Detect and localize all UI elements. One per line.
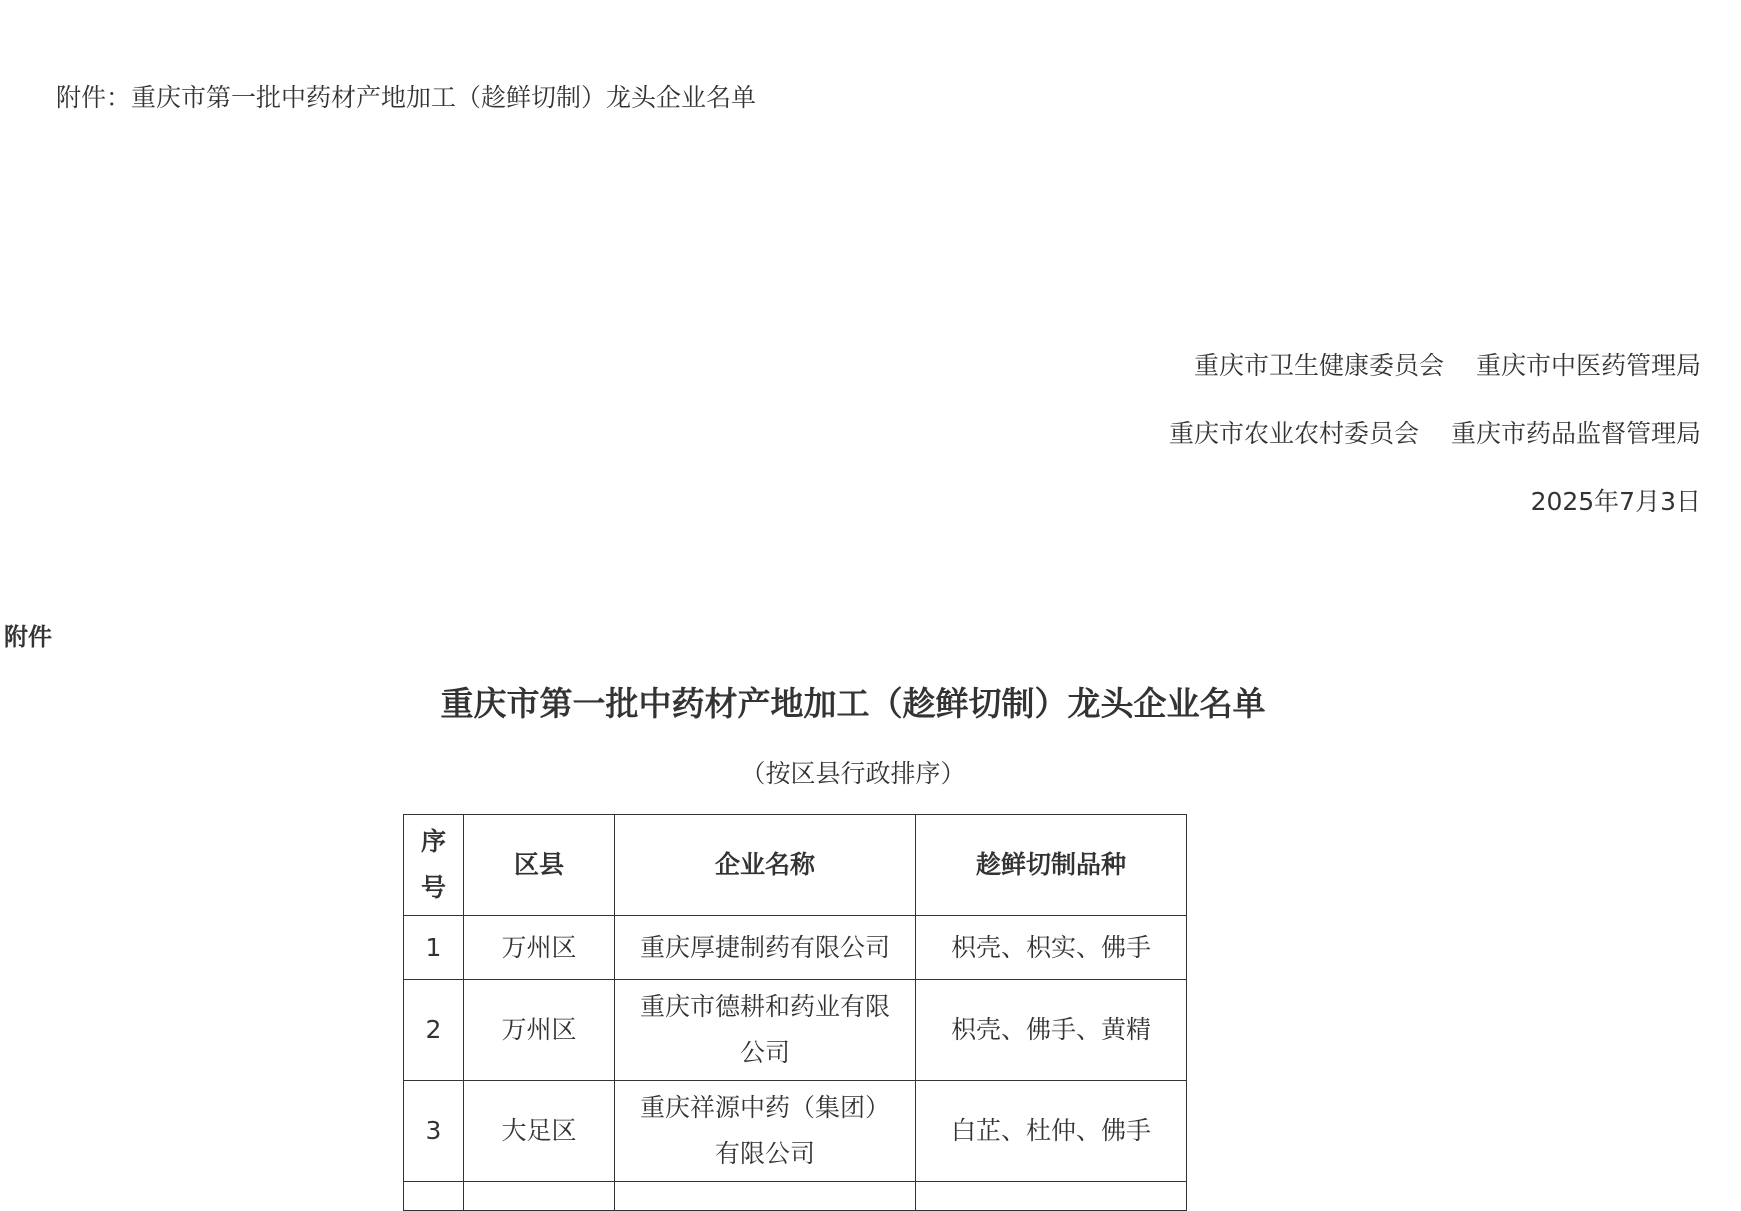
- signature-block: [1169, 348, 1701, 552]
- cell-company: 重庆祥源中药（集团）有限公司: [615, 1081, 916, 1182]
- signature-line-1: [1169, 348, 1701, 416]
- cell-company: 重庆市德耕和药业有限公司: [615, 980, 916, 1081]
- attachment-line: 附件：重庆市第一批中药材产地加工（趁鲜切制）龙头企业名单: [56, 83, 757, 112]
- header-serial: 序号: [404, 815, 464, 916]
- table-row: [404, 980, 1187, 1081]
- header-district: 区县: [464, 815, 615, 916]
- signer-health-commission: 重庆市卫生健康委员会: [1193, 351, 1444, 380]
- table-row: [404, 1081, 1187, 1182]
- cell-district: 大足区: [464, 1081, 615, 1182]
- cell-serial: 2: [404, 980, 464, 1081]
- table-row: [404, 916, 1187, 980]
- list-title: 重庆市第一批中药材产地加工（趁鲜切制）龙头企业名单: [440, 684, 1266, 723]
- cell-district: 万州区: [464, 980, 615, 1081]
- signature-date: 2025年7月3日: [1530, 487, 1701, 516]
- signer-drug-administration: 重庆市药品监督管理局: [1450, 419, 1701, 448]
- cell-serial: 1: [404, 916, 464, 980]
- cell-varieties: 白芷、杜仲、佛手: [916, 1081, 1187, 1182]
- table-row-partial: [404, 1182, 1187, 1211]
- annex-label: 附件: [4, 623, 52, 651]
- cell-serial: 3: [404, 1081, 464, 1182]
- enterprise-table: [403, 814, 1187, 1211]
- table-header-row: [404, 815, 1187, 916]
- header-varieties: 趁鲜切制品种: [916, 815, 1187, 916]
- header-company: 企业名称: [615, 815, 916, 916]
- cell-varieties: 枳壳、佛手、黄精: [916, 980, 1187, 1081]
- cell-company: 重庆厚捷制药有限公司: [615, 916, 916, 980]
- cell-district: 万州区: [464, 916, 615, 980]
- signature-line-2: [1169, 416, 1701, 484]
- signer-tcm-bureau: 重庆市中医药管理局: [1475, 351, 1701, 380]
- cell-varieties: 枳壳、枳实、佛手: [916, 916, 1187, 980]
- signer-agriculture-commission: 重庆市农业农村委员会: [1168, 419, 1419, 448]
- list-subtitle: （按区县行政排序）: [740, 759, 966, 788]
